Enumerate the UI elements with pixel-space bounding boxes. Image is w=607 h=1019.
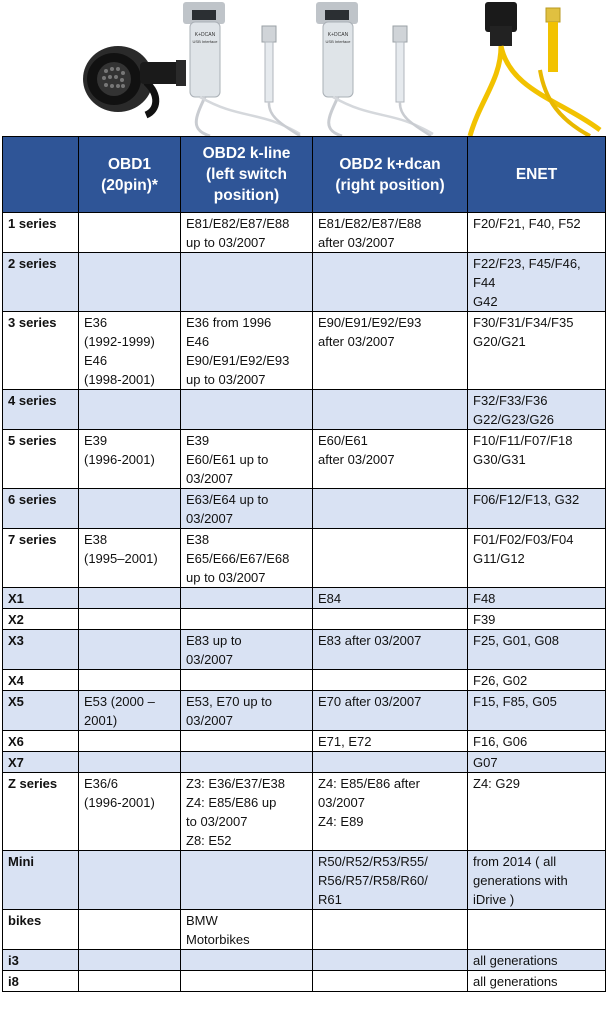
header-line: (left switch (206, 166, 287, 183)
series-cell: Z series (3, 773, 79, 851)
kline-cell (181, 731, 313, 752)
obd1-cell (79, 691, 181, 731)
kline-cell (181, 630, 313, 670)
cell-line: 03/2007 (186, 713, 233, 728)
kline-cell (181, 691, 313, 731)
table-row (3, 950, 606, 971)
dcan-cell (313, 588, 468, 609)
kline-cell (181, 213, 313, 253)
cell-line: Z3: E36/E37/E38 (186, 776, 286, 791)
cell-line: E65/E66/E67/E68 (186, 551, 290, 566)
series-cell: X5 (3, 691, 79, 731)
cell-line: E83 up to (186, 633, 242, 648)
cell-line: F06/F12/F13, G32 (473, 492, 580, 507)
cell-line: E53, E70 up to (186, 694, 273, 709)
obd1-cell (79, 253, 181, 312)
cell-line: F22/F23, F45/F46, (473, 256, 581, 271)
table-body (3, 213, 606, 992)
kdcan-cable-photo (316, 2, 433, 136)
kline-cell (181, 529, 313, 588)
enet-cell (468, 390, 606, 430)
cell-line: E53 (2000 – (84, 694, 155, 709)
enet-cell (468, 430, 606, 489)
cell-line: E63/E64 up to (186, 492, 269, 507)
table-row (3, 312, 606, 390)
cell-line: F01/F02/F03/F04 (473, 532, 574, 547)
cell-line: E83 after 03/2007 (318, 633, 422, 648)
kline-cell (181, 670, 313, 691)
obd1-cell (79, 430, 181, 489)
cell-line: Z8: E52 (186, 833, 232, 848)
series-cell: 3 series (3, 312, 79, 390)
dcan-cell (313, 910, 468, 950)
series-cell: X3 (3, 630, 79, 670)
header-line: OBD2 k+dcan (339, 155, 441, 173)
table-row (3, 430, 606, 489)
cell-line: G42 (473, 294, 498, 309)
cell-line: Z4: E89 (318, 814, 364, 829)
series-cell: 4 series (3, 390, 79, 430)
cell-line: E60/E61 up to (186, 452, 269, 467)
cell-line: Z4: E85/E86 after (318, 776, 420, 791)
cell-line: F10/F11/F07/F18 (473, 433, 573, 448)
table-header-row (3, 137, 606, 213)
cell-line: after 03/2007 (318, 235, 395, 250)
cell-line: Z4: E85/E86 up (186, 795, 277, 810)
cell-line: F48 (473, 591, 496, 606)
table-row (3, 971, 606, 992)
table-row (3, 752, 606, 773)
series-cell: X4 (3, 670, 79, 691)
dcan-cell (313, 213, 468, 253)
table-row (3, 691, 606, 731)
enet-cell (468, 691, 606, 731)
series-cell: X7 (3, 752, 79, 773)
cell-line: after 03/2007 (318, 334, 395, 349)
kline-cell (181, 773, 313, 851)
header-kline (181, 137, 313, 213)
kline-cell (181, 253, 313, 312)
cell-line: F25, G01, G08 (473, 633, 559, 648)
compatibility-table (2, 136, 606, 992)
dcan-cell (313, 630, 468, 670)
table-row (3, 910, 606, 950)
obd1-cell (79, 213, 181, 253)
dcan-cell (313, 312, 468, 390)
cell-line: (1998-2001) (84, 372, 155, 387)
enet-cell (468, 731, 606, 752)
cell-line: up to 03/2007 (186, 570, 266, 585)
dcan-cell (313, 609, 468, 630)
obd1-cell (79, 670, 181, 691)
cell-line: E38 (186, 532, 210, 547)
obd1-cell (79, 950, 181, 971)
obd1-cell (79, 910, 181, 950)
svg-text:USB Interface: USB Interface (192, 39, 218, 44)
obd1-cell (79, 390, 181, 430)
cell-line: after 03/2007 (318, 452, 395, 467)
enet-cell (468, 752, 606, 773)
cell-line: E90/E91/E92/E93 (186, 353, 290, 368)
enet-cell (468, 253, 606, 312)
kline-cell (181, 752, 313, 773)
kline-cell (181, 950, 313, 971)
cell-line: Motorbikes (186, 932, 250, 947)
header-dcan (313, 137, 468, 213)
svg-text:K+DCAN: K+DCAN (327, 32, 349, 38)
table-row (3, 588, 606, 609)
cell-line: E81/E82/E87/E88 (318, 216, 422, 231)
cell-line: F26, G02 (473, 673, 528, 688)
header-line: position) (213, 187, 280, 204)
kline-cell (181, 430, 313, 489)
kline-cell (181, 390, 313, 430)
table-row (3, 529, 606, 588)
cell-line: generations with (473, 873, 568, 888)
cell-line: E90/E91/E92/E93 (318, 315, 422, 330)
cell-line: E39 (186, 433, 210, 448)
table-row (3, 731, 606, 752)
kline-cell (181, 910, 313, 950)
cell-line: G07 (473, 755, 498, 770)
cell-line: iDrive ) (473, 892, 515, 907)
dcan-cell (313, 851, 468, 910)
cell-line: F15, F85, G05 (473, 694, 557, 709)
table-row (3, 609, 606, 630)
cell-line: E36 (84, 315, 108, 330)
obd1-cell (79, 312, 181, 390)
table-row (3, 630, 606, 670)
cell-line: F44 (473, 275, 496, 290)
enet-cell (468, 609, 606, 630)
series-cell: i8 (3, 971, 79, 992)
dcan-cell (313, 390, 468, 430)
cell-line: (1992-1999) (84, 334, 155, 349)
obd1-cell (79, 630, 181, 670)
dcan-cell (313, 253, 468, 312)
cell-line: (1996-2001) (84, 452, 155, 467)
table-row (3, 213, 606, 253)
svg-text:K+DCAN: K+DCAN (194, 32, 216, 38)
series-cell: i3 (3, 950, 79, 971)
dcan-cell (313, 691, 468, 731)
cell-line: up to 03/2007 (186, 372, 266, 387)
dcan-cell (313, 752, 468, 773)
cell-line: to 03/2007 (186, 814, 248, 829)
header-obd1 (79, 137, 181, 213)
dcan-cell (313, 971, 468, 992)
cell-line: E36 from 1996 (186, 315, 272, 330)
svg-text:USB Interface: USB Interface (325, 39, 351, 44)
series-cell: 2 series (3, 253, 79, 312)
cell-line: R50/R52/R53/R55/ (318, 854, 428, 869)
obd1-cell (79, 752, 181, 773)
cell-line: from 2014 ( all (473, 854, 557, 869)
table-row (3, 489, 606, 529)
dcan-cell (313, 731, 468, 752)
cell-line: E60/E61 (318, 433, 368, 448)
cell-line: F30/F31/F34/F35 (473, 315, 574, 330)
table-row (3, 253, 606, 312)
kline-cell (181, 609, 313, 630)
cell-line: (1995–2001) (84, 551, 158, 566)
header-series (3, 137, 79, 213)
header-line: OBD2 k-line (202, 145, 291, 162)
series-cell: 7 series (3, 529, 79, 588)
cell-line: G22/G23/G26 (473, 412, 554, 427)
enet-cell (468, 910, 606, 950)
cell-line: F39 (473, 612, 496, 627)
cell-line: E38 (84, 532, 108, 547)
table-row (3, 773, 606, 851)
cell-line: E46 (84, 353, 108, 368)
product-photos (0, 0, 607, 136)
obd1-adapter-photo (83, 46, 186, 115)
kline-cell (181, 851, 313, 910)
cell-line: E71, E72 (318, 734, 372, 749)
series-cell: X2 (3, 609, 79, 630)
enet-cell (468, 630, 606, 670)
cables-illustration (0, 0, 607, 136)
series-cell: X6 (3, 731, 79, 752)
cell-line: E70 after 03/2007 (318, 694, 422, 709)
cell-line: F32/F33/F36 (473, 393, 548, 408)
dcan-cell (313, 950, 468, 971)
enet-cell (468, 588, 606, 609)
enet-cell (468, 489, 606, 529)
cell-line: E81/E82/E87/E88 (186, 216, 290, 231)
table-row (3, 670, 606, 691)
obd1-cell (79, 773, 181, 851)
cell-line: R61 (318, 892, 342, 907)
enet-cell (468, 312, 606, 390)
cell-line: G11/G12 (473, 551, 525, 566)
table-row (3, 851, 606, 910)
cell-line: all generations (473, 974, 558, 989)
dcan-cell (313, 529, 468, 588)
obd1-cell (79, 731, 181, 752)
kline-cell (181, 312, 313, 390)
obd1-cell (79, 851, 181, 910)
series-cell: bikes (3, 910, 79, 950)
kline-cell (181, 971, 313, 992)
cell-line: (1996-2001) (84, 795, 155, 810)
kline-cell (181, 588, 313, 609)
enet-cell (468, 213, 606, 253)
cell-line: Z4: G29 (473, 776, 520, 791)
series-cell: 6 series (3, 489, 79, 529)
header-line: OBD1 (107, 155, 152, 173)
cell-line: 03/2007 (186, 471, 233, 486)
table-row (3, 390, 606, 430)
dcan-cell (313, 773, 468, 851)
series-cell: 5 series (3, 430, 79, 489)
header-line: (right position) (335, 176, 445, 194)
kline-cable-photo (183, 2, 300, 136)
cell-line: R56/R57/R58/R60/ (318, 873, 428, 888)
kline-cell (181, 489, 313, 529)
dcan-cell (313, 670, 468, 691)
cell-line: F20/F21, F40, F52 (473, 216, 581, 231)
cell-line: 03/2007 (318, 795, 365, 810)
series-cell: X1 (3, 588, 79, 609)
cell-line: all generations (473, 953, 558, 968)
cell-line: F16, G06 (473, 734, 528, 749)
cell-line: G20/G21 (473, 334, 526, 349)
obd1-cell (79, 489, 181, 529)
cell-line: E39 (84, 433, 108, 448)
header-line: ENET (515, 166, 558, 183)
dcan-cell (313, 489, 468, 529)
cell-line: 2001) (84, 713, 118, 728)
series-cell: 1 series (3, 213, 79, 253)
cell-line: 03/2007 (186, 511, 233, 526)
cell-line: up to 03/2007 (186, 235, 266, 250)
header-enet (468, 137, 606, 213)
enet-cell (468, 971, 606, 992)
cell-line: G30/G31 (473, 452, 526, 467)
enet-cell (468, 670, 606, 691)
enet-cell (468, 773, 606, 851)
series-cell: Mini (3, 851, 79, 910)
obd1-cell (79, 588, 181, 609)
cell-line: E46 (186, 334, 210, 349)
enet-cable-photo (470, 2, 600, 136)
cell-line: 03/2007 (186, 652, 233, 667)
cell-line: BMW (186, 913, 218, 928)
enet-cell (468, 950, 606, 971)
obd1-cell (79, 529, 181, 588)
cell-line: E36/6 (84, 776, 118, 791)
dcan-cell (313, 430, 468, 489)
enet-cell (468, 529, 606, 588)
obd1-cell (79, 609, 181, 630)
header-line: (20pin)* (101, 176, 158, 194)
obd1-cell (79, 971, 181, 992)
cell-line: E84 (318, 591, 342, 606)
enet-cell (468, 851, 606, 910)
